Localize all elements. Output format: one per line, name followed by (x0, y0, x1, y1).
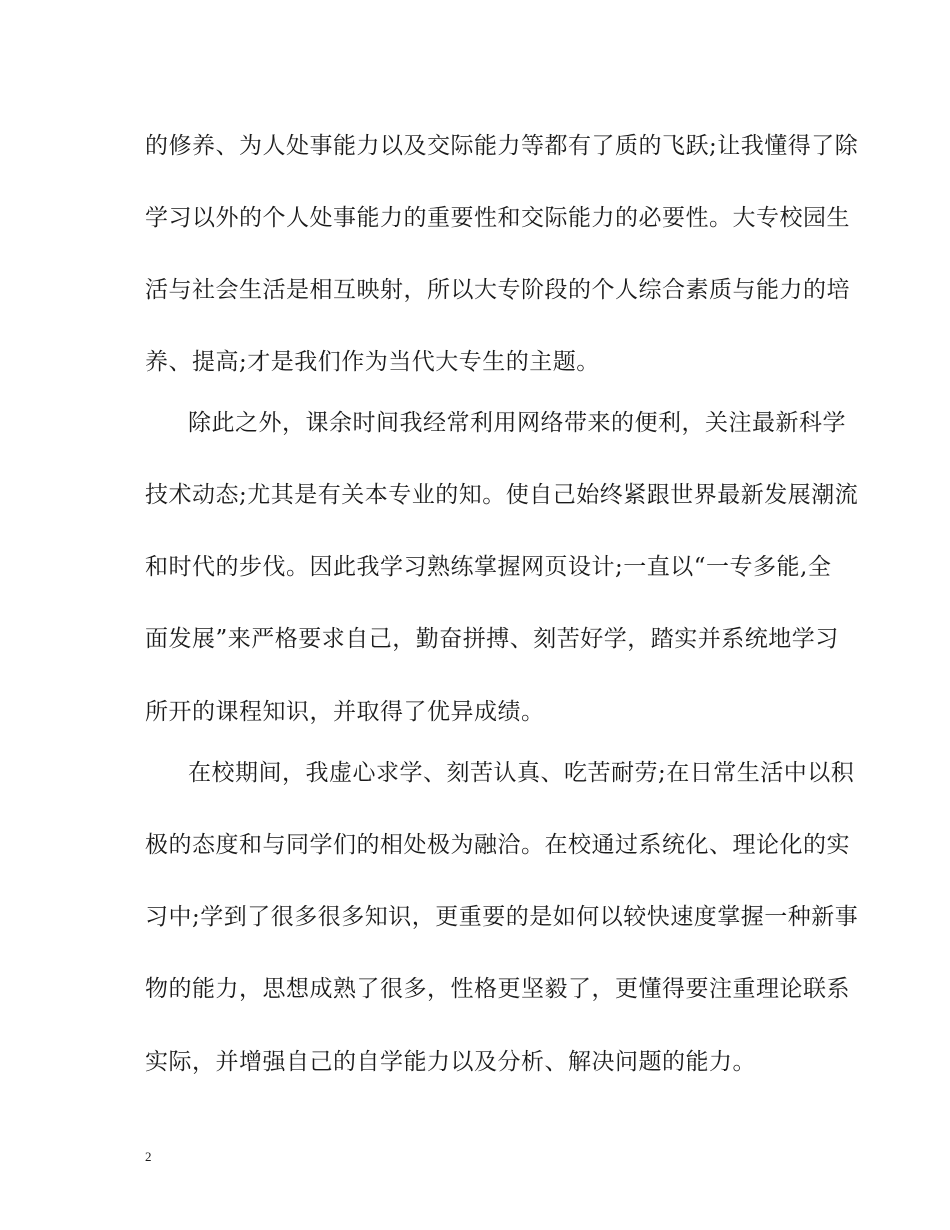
text-line: 技术动态;尤其是有关本专业的知。使自己始终紧跟世界最新发展潮流 (145, 482, 859, 508)
text-line: 习中;学到了很多很多知识，更重要的是如何以较快速度掌握一种新事 (145, 904, 859, 930)
text-line: 所开的课程知识，并取得了优异成绩。 (145, 699, 545, 725)
text-line: 养、提高;才是我们作为当代大专生的主题。 (145, 349, 600, 375)
text-line: 活与社会生活是相互映射，所以大专阶段的个人综合素质与能力的培 (145, 277, 850, 303)
text-line: 面发展”来严格要求自己，勤奋拼搏、刻苦好学，踏实并系统地学习 (145, 626, 839, 652)
page-number: 2 (145, 1149, 152, 1164)
text-line: 实际，并增强自己的自学能力以及分析、解决问题的能力。 (145, 1049, 756, 1075)
paragraph-start-line: 除此之外，课余时间我经常利用网络带来的便利，关注最新科学 (188, 410, 846, 436)
paragraph-start-line: 在校期间，我虚心求学、刻苦认真、吃苦耐劳;在日常生活中以积 (188, 760, 855, 786)
text-line: 物的能力，思想成熟了很多，性格更坚毅了，更懂得要注重理论联系 (145, 976, 850, 1002)
text-line: 极的态度和与同学们的相处极为融洽。在校通过系统化、理论化的实 (145, 832, 850, 858)
text-line: 学习以外的个人处事能力的重要性和交际能力的必要性。大专校园生 (145, 205, 850, 231)
text-line: 和时代的步伐。因此我学习熟练掌握网页设计;一直以“一专多能,全 (145, 554, 832, 580)
text-line: 的修养、为人处事能力以及交际能力等都有了质的飞跃;让我懂得了除 (145, 133, 859, 159)
